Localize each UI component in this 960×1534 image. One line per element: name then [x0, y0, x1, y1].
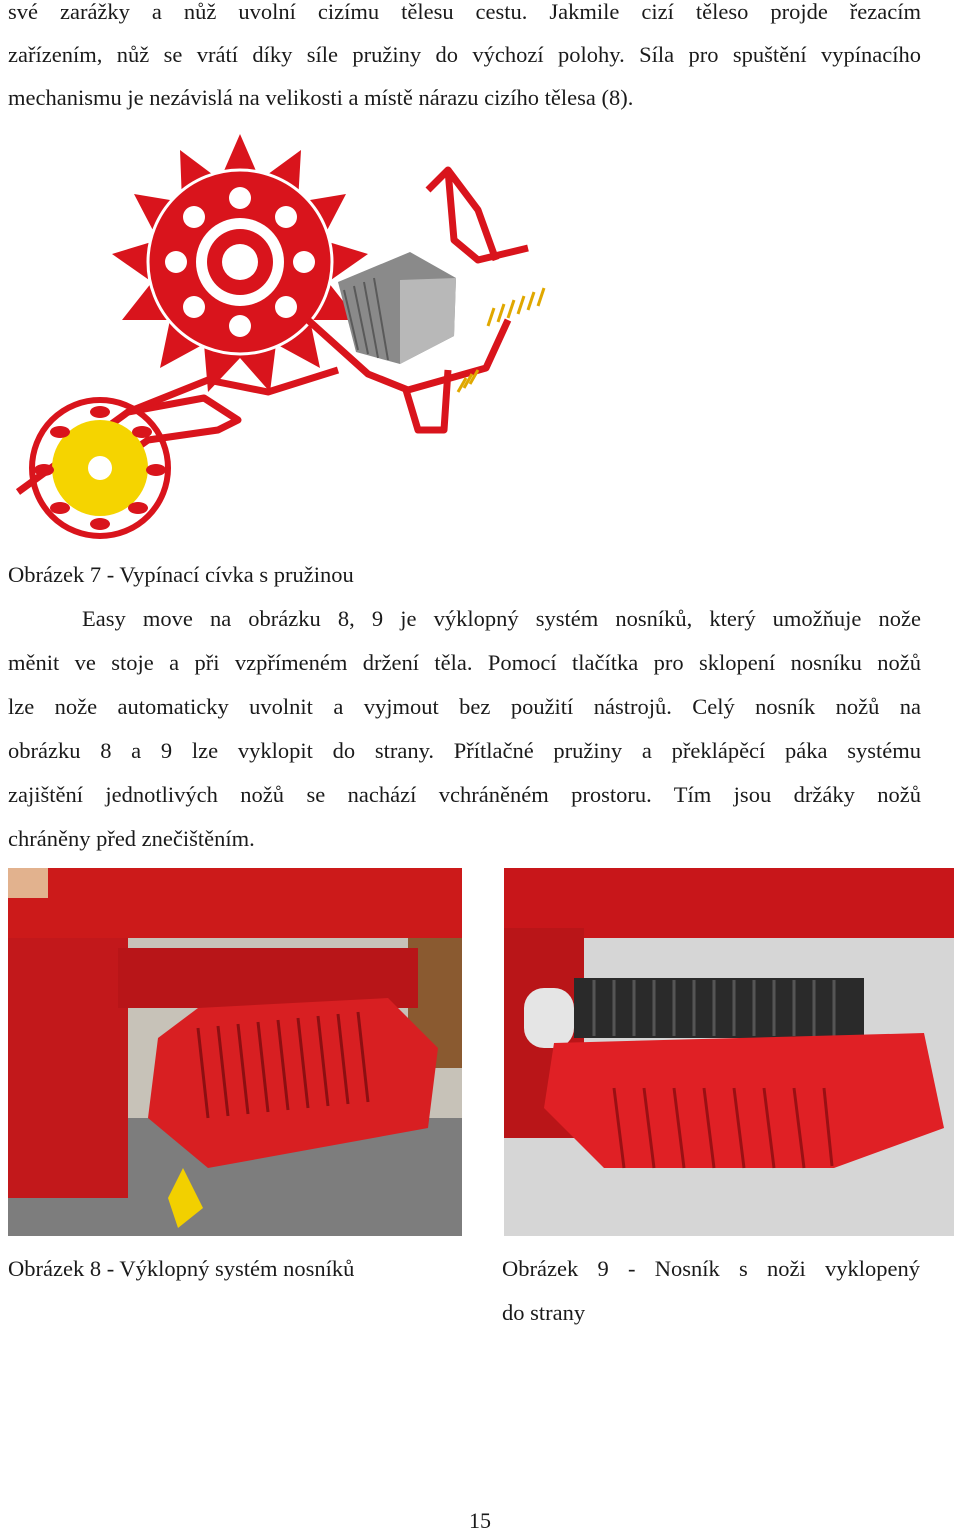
- figure-8-caption: Obrázek 8 - Výklopný systém nosníků: [8, 1256, 355, 1281]
- text-line: zajištění jednotlivých nožů se nachází vchráněném prostoru. Tím jsou držáky nožů: [8, 782, 921, 807]
- figure-9-image: [504, 868, 954, 1236]
- text-line: chráněny před znečištěním.: [8, 826, 255, 851]
- figure-7-caption: Obrázek 7 - Vypínací cívka s pružinou: [8, 562, 354, 587]
- text-line: lze nože automaticky uvolnit a vyjmout bez použití nástrojů. Celý nosník nožů na: [8, 694, 921, 719]
- figure-9-caption-line: do strany: [502, 1300, 586, 1325]
- text-line: zařízením, nůž se vrátí díky síle pružiny do výchozí polohy. Síla pro spuštění vypínacího: [8, 42, 921, 67]
- figure-9-caption-line: Obrázek 9 - Nosník s noži vyklopený: [502, 1256, 920, 1281]
- text-line: Easy move na obrázku 8, 9 je výklopný systém nosníků, který umožňuje nože: [82, 606, 921, 631]
- page-number: 15: [469, 1508, 491, 1533]
- text-line: své zarážky a nůž uvolní cizímu tělesu cestu. Jakmile cizí těleso projde řezacím: [8, 0, 921, 24]
- text-line: obrázku 8 a 9 lze vyklopit do strany. Přítlačné pružiny a překlápěcí páka systému: [8, 738, 921, 763]
- figure-8-image: [8, 868, 462, 1236]
- text-line: měnit ve stoje a při vzpřímeném držení těla. Pomocí tlačítka pro sklopení nosníku nožů: [8, 650, 921, 675]
- figure-7-image: [8, 130, 556, 543]
- text-line: mechanismu je nezávislá na velikosti a místě nárazu cizího tělesa (8).: [8, 85, 634, 110]
